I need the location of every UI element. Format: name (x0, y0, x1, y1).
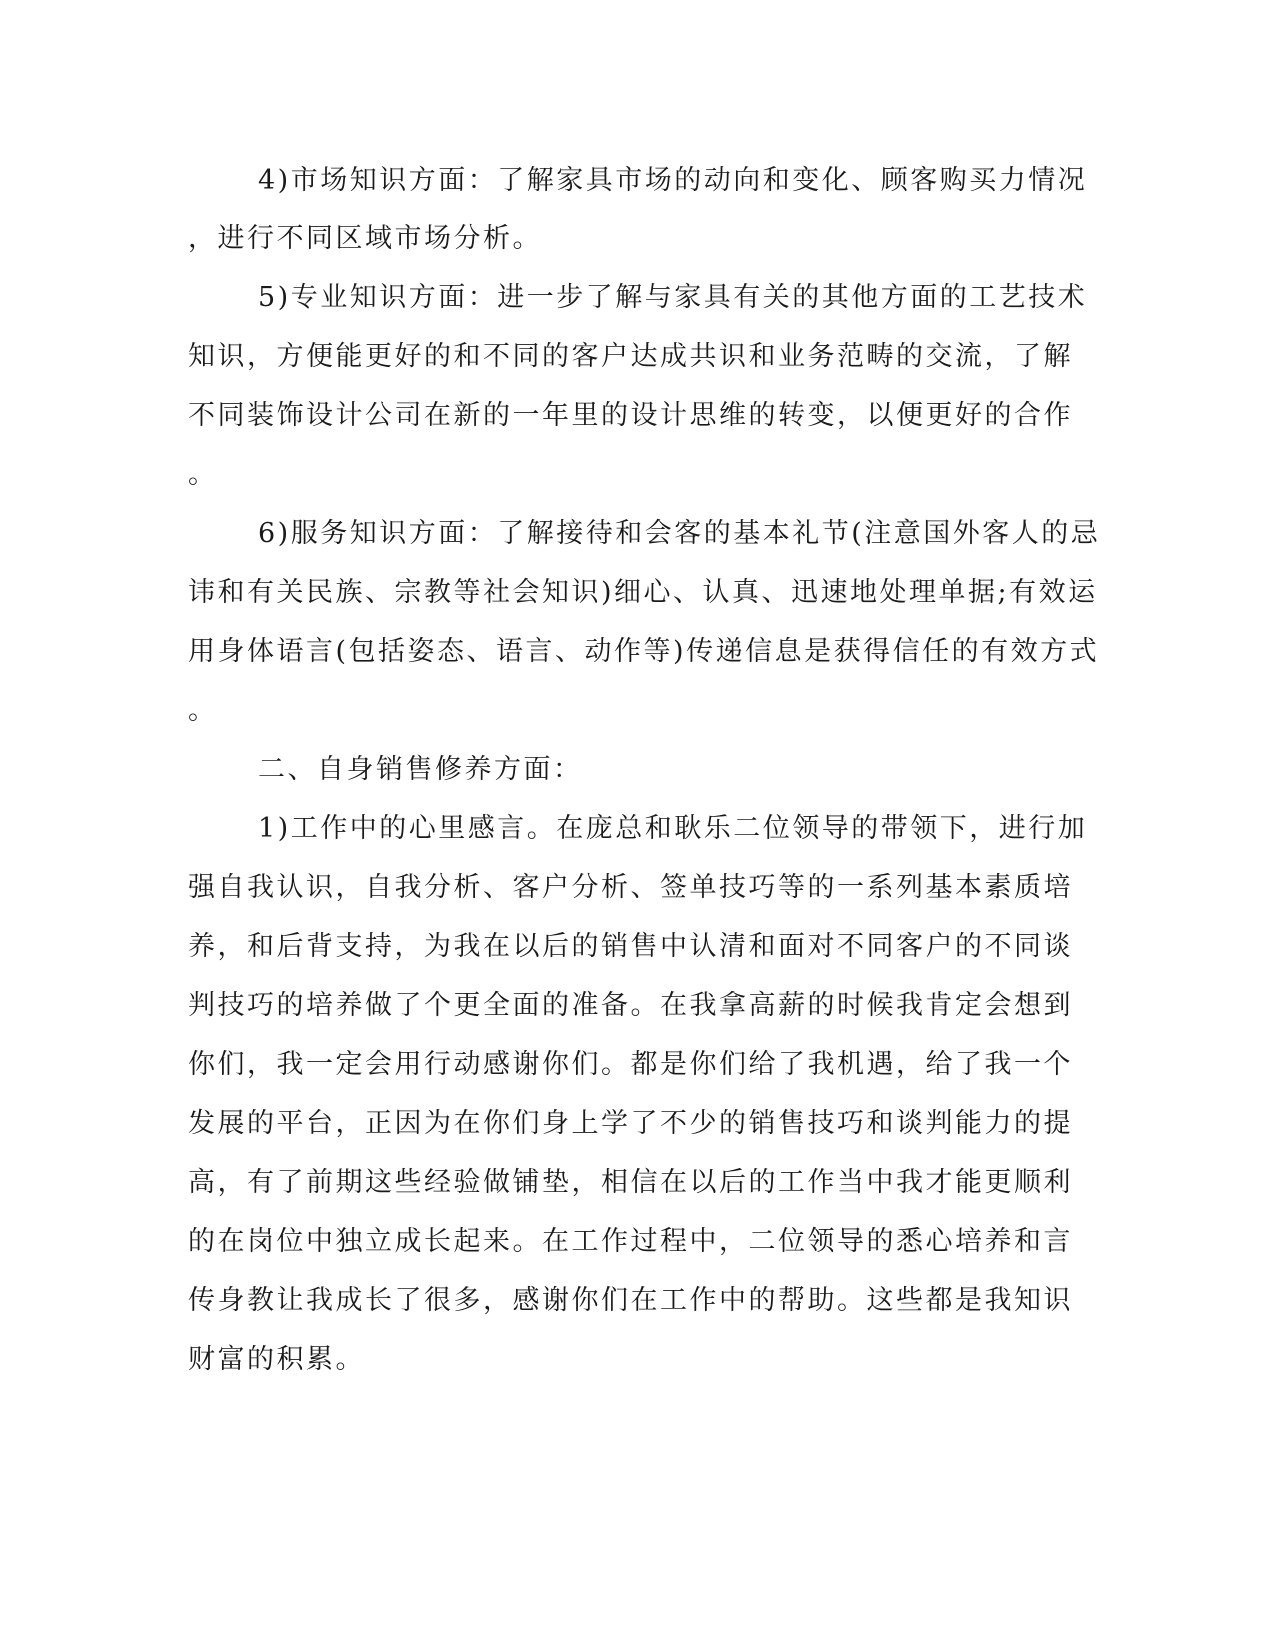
text-line: 6)服务知识方面：了解接待和会客的基本礼节(注意国外客人的忌 (258, 518, 1101, 549)
text-line: 发展的平台，正因为在你们身上学了不少的销售技巧和谈判能力的提 (188, 1108, 1073, 1139)
text-line: 1)工作中的心里感言。在庞总和耿乐二位领导的带领下，进行加 (258, 813, 1088, 844)
text-line: 的在岗位中独立成长起来。在工作过程中，二位领导的悉心培养和言 (188, 1226, 1073, 1257)
text-line: 5)专业知识方面：进一步了解与家具有关的其他方面的工艺技术 (258, 282, 1088, 313)
text-line: 传身教让我成长了很多，感谢你们在工作中的帮助。这些都是我知识 (188, 1285, 1073, 1316)
text-line: 不同装饰设计公司在新的一年里的设计思维的转变，以便更好的合作 (188, 400, 1073, 431)
text-line: 你们，我一定会用行动感谢你们。都是你们给了我机遇，给了我一个 (188, 1049, 1073, 1080)
text-line: 讳和有关民族、宗教等社会知识)细心、认真、迅速地处理单据;有效运 (188, 577, 1098, 608)
text-line: 高，有了前期这些经验做铺垫，相信在以后的工作当中我才能更顺利 (188, 1167, 1073, 1198)
text-line: 4)市场知识方面：了解家具市场的动向和变化、顾客购买力情况 (258, 165, 1088, 196)
text-line: 知识，方便能更好的和不同的客户达成共识和业务范畴的交流，了解 (188, 341, 1073, 372)
text-line: 用身体语言(包括姿态、语言、动作等)传递信息是获得信任的有效方式 (188, 636, 1100, 667)
text-line: 判技巧的培养做了个更全面的准备。在我拿高薪的时候我肯定会想到 (188, 990, 1073, 1021)
text-line: 财富的积累。 (188, 1344, 365, 1375)
text-line: 强自我认识，自我分析、客户分析、签单技巧等的一系列基本素质培 (188, 872, 1073, 903)
text-line: ，进行不同区域市场分析。 (188, 223, 542, 254)
section-heading: 二、自身销售修养方面： (258, 754, 583, 785)
text-line: 养，和后背支持，为我在以后的销售中认清和面对不同客户的不同谈 (188, 931, 1073, 962)
text-line: 。 (188, 695, 218, 726)
text-line: 。 (188, 459, 218, 490)
